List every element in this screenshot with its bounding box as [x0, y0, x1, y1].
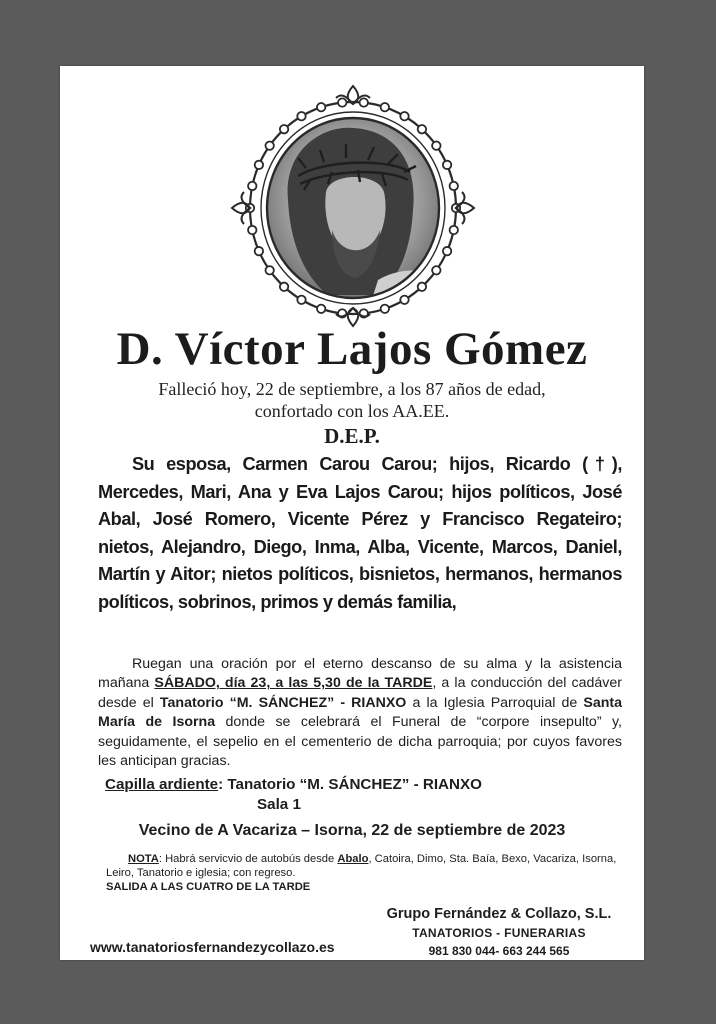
frame-scallop [360, 98, 368, 106]
frame-scallop [443, 161, 451, 169]
company-name: Grupo Fernández & Collazo, S.L. [386, 906, 612, 922]
frame-scallop [432, 141, 440, 149]
sacraments-line: confortado con los AA.EE. [254, 401, 450, 421]
funeral-date: SÁBADO, día 23, a las 5,30 de la TARDE [154, 675, 433, 692]
frame-scallop [400, 112, 408, 120]
frame-scallop [381, 305, 389, 313]
frame-scallop [280, 125, 288, 133]
note-label: NOTA [128, 853, 159, 865]
death-date-line: Falleció hoy, 22 de septiembre, a los 87 años de edad, [158, 379, 546, 399]
frame-scallop [443, 247, 451, 255]
company-subtitle: TANATORIOS - FUNERARIAS [412, 926, 586, 940]
note-text-1: : Habrá servicvio de autobús desde [158, 853, 338, 865]
frame-scallop [297, 112, 305, 120]
ruegan-text-2: , a la conducción del cadáver desde el [98, 675, 622, 711]
residence-date-line: Vecino de A Vacariza – Isorna, 22 de septiembre de 2023 [138, 822, 566, 839]
ruegan-text-1: Ruegan una oración por el eterno descanso de su alma y la asistencia mañana [98, 656, 622, 692]
christ-portrait-image [228, 80, 478, 332]
bus-note [106, 852, 618, 895]
ruegan-text-4: a la Iglesia Parroquial de [406, 694, 584, 711]
note-abalo: Abalo [337, 853, 369, 865]
ruegan-text-5: donde se celebrará el Funeral de “corpore insepulto” y, seguidamente, el sepelio en el cementerio de dicha parroquia; por cuyos favores les anticipan gracias. [98, 714, 622, 770]
frame-scallop [280, 283, 288, 291]
frame-scallop [418, 125, 426, 133]
death-announcement [120, 378, 584, 422]
funeral-company [360, 904, 638, 960]
frame-scallop [265, 266, 273, 274]
chapel-info [105, 775, 625, 815]
departure-time: SALIDA A LAS CUATRO DE LA TARDE [106, 881, 311, 894]
note-text-2: , Catoira, Dimo, Sta. Baía, Bexo, Vacariza, Isorna, Leiro, Tanatorio e iglesia; con regreso. [106, 853, 617, 880]
chapel-location: : Tanatorio “M. SÁNCHEZ” - RIANXO [218, 776, 482, 793]
frame-scallop [255, 161, 263, 169]
frame-scallop [450, 182, 458, 190]
chapel-label: Capilla ardiente [105, 776, 219, 793]
obituary-notice [60, 66, 644, 960]
tanatorio-label: Tanatorio [159, 694, 224, 711]
frame-scallop [248, 182, 256, 190]
chapel-room: Sala 1 [257, 796, 301, 813]
frame-scallop [400, 296, 408, 304]
company-phones: 981 830 044- 663 244 565 [428, 944, 570, 958]
family-text: Su esposa, Carmen Carou Carou; hijos, Ricardo (†), Mercedes, Mari, Ana y Eva Lajos Carou; hijos políticos, José Abal, José Romero, Vicente Pérez y Francisco Regateiro; nietos, Alejandro, Diego, Inma, Alba, Vicente, Marcos, Daniel, Martín y Aitor; nietos políticos, bisnietos, hermanos, hermanos políticos, sobrinos, primos y demás familia, [98, 454, 622, 612]
tanatorio-name: “M. SÁNCHEZ” - RIANXO [229, 694, 407, 711]
frame-scallop [317, 305, 325, 313]
frame-scallop [338, 98, 346, 106]
funeral-details-paragraph [98, 655, 622, 771]
frame-scallop [450, 226, 458, 234]
frame-scallop [317, 103, 325, 111]
frame-scallop [255, 247, 263, 255]
frame-scallop [297, 296, 305, 304]
church-name: Santa María de Isorna [98, 694, 622, 731]
frame-scallop [381, 103, 389, 111]
family-paragraph [98, 451, 622, 617]
portrait-frame [228, 80, 478, 332]
rip-heading: D.E.P. [324, 424, 380, 448]
frame-scallop [418, 283, 426, 291]
website-link[interactable]: www.tanatoriosfernandezycollazo.es [90, 939, 335, 955]
frame-scallop [432, 266, 440, 274]
frame-scallop [265, 141, 273, 149]
frame-scallop [248, 226, 256, 234]
deceased-name: D. Víctor Lajos Gómez [116, 323, 588, 375]
